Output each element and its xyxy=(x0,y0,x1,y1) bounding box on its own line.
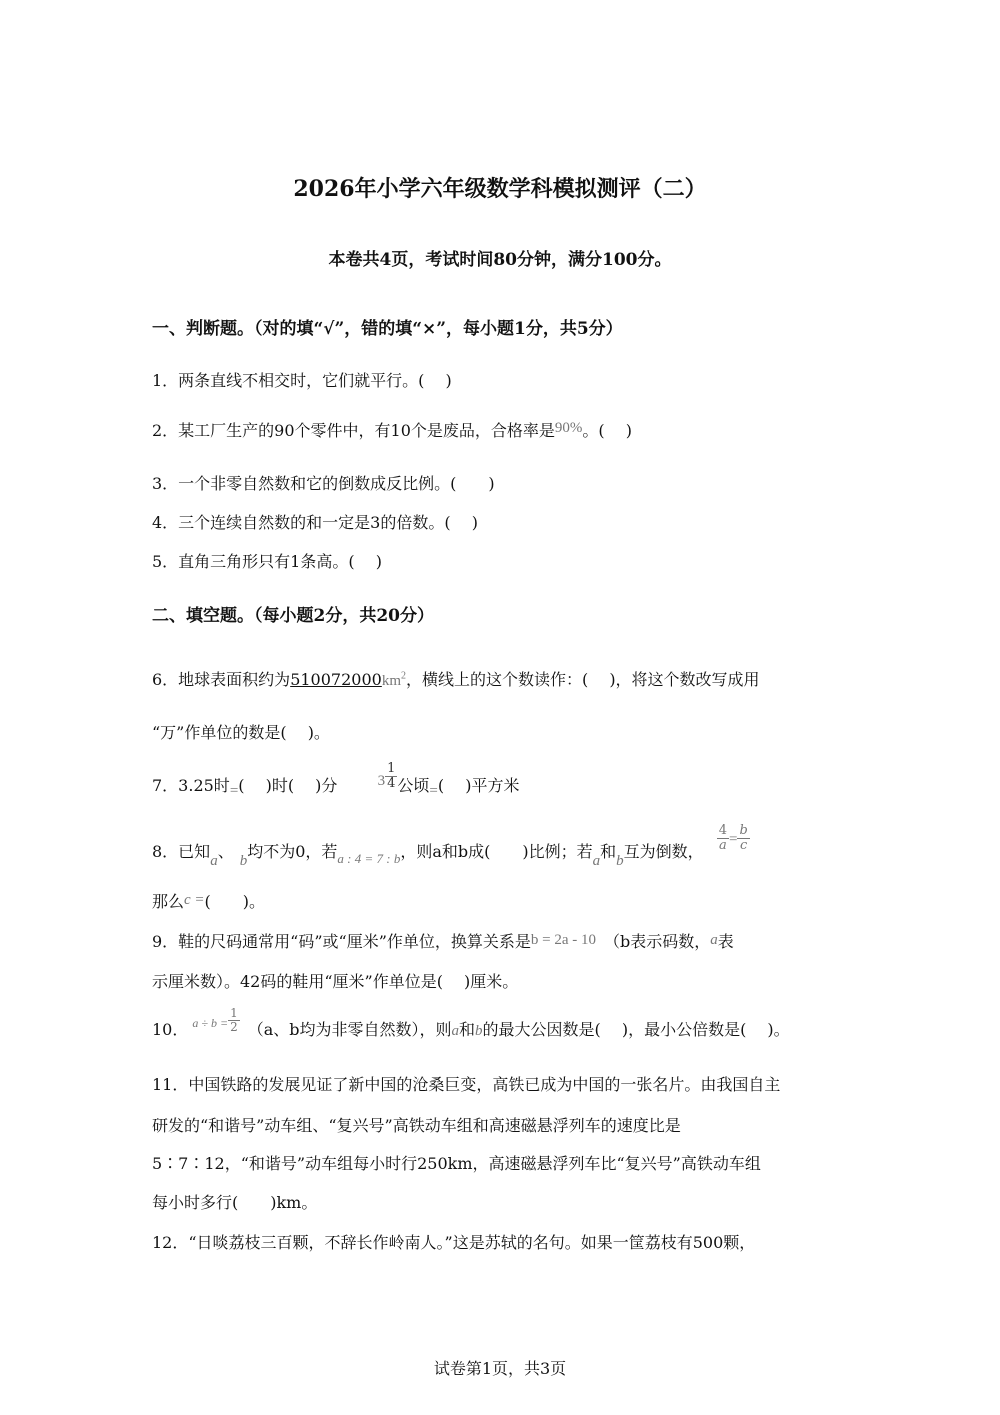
question-8-fraction-1: $\frac{4}{a}$ xyxy=(718,823,728,854)
question-10-fraction: $\frac{1}{2}$ xyxy=(230,1006,238,1035)
question-7-mixed-whole: 3 xyxy=(377,773,386,790)
question-9: 9．鞋的尺码通常用“码”或“厘米”作单位，换算关系是b = 2a - 10 （b表示码数，a表 xyxy=(152,932,734,951)
question-8-var-b: b xyxy=(239,853,248,870)
question-10-var-a: a xyxy=(451,1023,459,1040)
question-8-text: 8．已知 xyxy=(152,842,211,862)
question-2-tail: 。( ) xyxy=(582,421,632,440)
page-title: 2026年小学六年级数学科模拟测评（二） xyxy=(293,176,707,202)
question-11-line-2: 研发的“和谐号”动车组、“复兴号”高铁动车组和高速磁悬浮列车的速度比是 xyxy=(152,1116,681,1135)
section-heading-judgement: 一、判断题。（对的填“√”，错的填“×”，每小题1分，共5分） xyxy=(152,319,623,339)
question-6-line-2: “万”作单位的数是( )。 xyxy=(152,723,330,742)
question-4: 4．三个连续自然数的和一定是3的倍数。( ) xyxy=(152,513,478,532)
question-6-text: 6．地球表面积约为 xyxy=(152,670,291,689)
question-1: 1．两条直线不相交时，它们就平行。( ) xyxy=(152,371,452,390)
question-2 xyxy=(152,418,632,441)
question-6-tail: ，横线上的这个数读作：( )，将这个数改写成用 xyxy=(405,670,760,689)
question-7-eq-2: = xyxy=(429,783,438,800)
question-7-blank-2: ( )平方米 xyxy=(437,776,520,796)
question-8-var-a-2: a xyxy=(592,853,601,870)
question-2-text: 2．某工厂生产的90个零件中，有10个是废品，合格率是 xyxy=(152,421,555,440)
question-8-var-b-2: b xyxy=(616,853,624,870)
question-10-formula: a ÷ b = xyxy=(192,1016,229,1031)
question-7-fraction: $\frac{1}{4}$ xyxy=(387,761,396,792)
question-6-unit-sup: 2 xyxy=(400,670,406,682)
question-7-blank-1: ( )时( )分 xyxy=(238,776,338,796)
question-5: 5．直角三角形只有1条高。( ) xyxy=(152,552,382,571)
question-6-number: 510072000 xyxy=(290,670,382,689)
question-6-unit: km xyxy=(381,673,401,689)
question-7-unit: 公顷 xyxy=(397,776,430,796)
question-9-formula: b = 2a - 10 xyxy=(530,932,597,948)
question-10: 10． a ÷ b = $\frac{1}{2}$ （a、b均为非零自然数），则a和b的最大公因数是( )，最小公倍数是( )。 xyxy=(152,1006,790,1040)
question-11-line-1: 11．中国铁路的发展见证了新中国的沧桑巨变，高铁已成为中国的一张名片。由我国自主 xyxy=(152,1075,781,1094)
question-8-var-c: c = xyxy=(184,892,205,908)
question-12: 12．“日啖荔枝三百颗，不辞长作岭南人。”这是苏轼的名句。如果一筐荔枝有500颗， xyxy=(152,1233,756,1252)
question-7-text: 7．3.25时 xyxy=(152,776,230,796)
question-10-var-b: b xyxy=(475,1023,483,1040)
question-8: 8．已知a、 b均不为0，若$_{a : 4 = 7 : b}$，则a和b成( )比例；若a和b互为倒数， $\frac{4}{a}$ = $\frac{b}{c}$ xyxy=(152,823,748,870)
question-8-var-a: a xyxy=(210,853,218,870)
question-11-line-4: 每小时多行( )km。 xyxy=(152,1193,318,1212)
page-footer: 试卷第1页，共3页 xyxy=(433,1359,567,1378)
question-3: 3．一个非零自然数和它的倒数成反比例。( ) xyxy=(152,474,495,493)
question-8-fraction-2: $\frac{b}{c}$ xyxy=(739,823,748,854)
question-11-line-3: 5∶7∶12，“和谐号”动车组每小时行250km，高速磁悬浮列车比“复兴号”高铁动车组 xyxy=(152,1154,761,1173)
question-8-line-2: 那么c =( )。 xyxy=(152,892,266,911)
exam-info: 本卷共4页，考试时间80分钟，满分100分。 xyxy=(328,250,672,270)
question-8-eq: = xyxy=(729,831,738,848)
question-8-ratio: a : 4 = 7 : b xyxy=(337,851,401,867)
question-2-math: 90% xyxy=(554,420,583,436)
question-9-line-2: 示厘米数）。42码的鞋用“厘米”作单位是( )厘米。 xyxy=(152,972,519,991)
question-7 xyxy=(152,761,520,800)
question-6 xyxy=(152,667,760,690)
question-9-var-a: a xyxy=(710,932,718,948)
section-heading-fill-in: 二、填空题。（每小题2分，共20分） xyxy=(152,606,434,626)
question-7-eq-1: = xyxy=(229,783,239,800)
